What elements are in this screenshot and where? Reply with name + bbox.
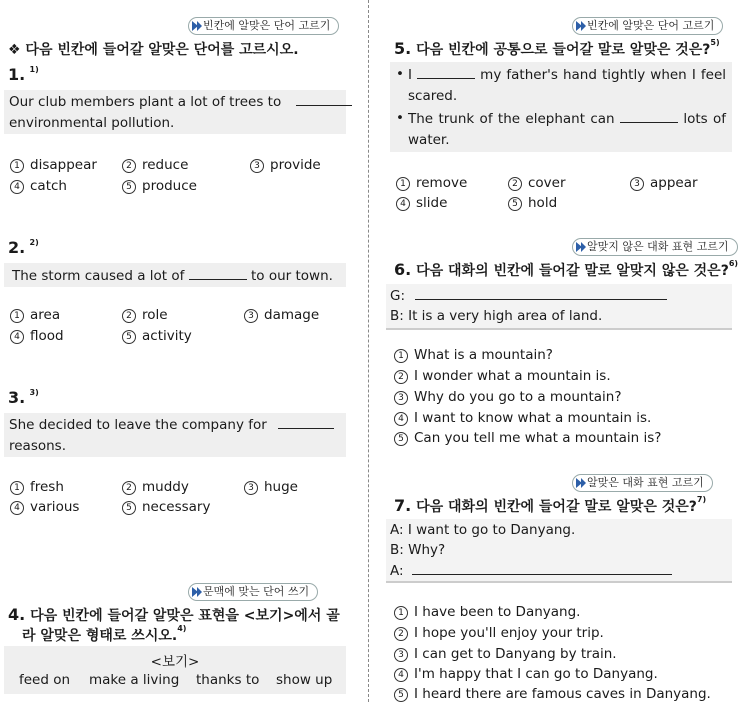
q1-footnote: 1) [29, 64, 39, 74]
q4-line2: 라 알맞은 형태로 쓰시오. [22, 628, 178, 644]
circle-num: 3 [630, 177, 644, 191]
option-text: catch [30, 178, 67, 194]
q3-text-b: reasons. [9, 438, 67, 454]
q7-option-5 [394, 686, 711, 702]
q5-blank-2 [620, 110, 678, 123]
circle-num: 5 [122, 180, 136, 194]
q4-question-line2 [22, 625, 186, 645]
q3-sentence-box [4, 413, 346, 457]
section-header: ❖ 다음 빈칸에 들어갈 알맞은 단어를 고르시오. [8, 42, 299, 58]
circle-num: 1 [10, 481, 24, 495]
q4-question-line1 [8, 605, 340, 625]
option-text: Can you tell me what a mountain is? [414, 430, 662, 446]
q3-blank [278, 416, 334, 429]
q5-s1-a: I [408, 67, 412, 83]
q3-option-3 [244, 479, 298, 495]
option-text: reduce [142, 157, 189, 173]
option-text: I heard there are famous caves in Danyang. [414, 686, 711, 702]
circle-num: 5 [122, 330, 136, 344]
q5-footnote: 5) [710, 38, 720, 48]
q6-dialogue-box [386, 284, 732, 330]
option-text: I wonder what a mountain is. [414, 368, 611, 384]
tag-text: 빈칸에 알맞은 단어 고르기 [587, 19, 715, 32]
circle-num: 4 [396, 197, 410, 211]
q7-option-2 [394, 625, 604, 641]
circle-num: 2 [122, 481, 136, 495]
q6-question [394, 260, 738, 280]
q6-b-line: B: It is a very high area of land. [390, 308, 603, 324]
q1-text-a: Our club members plant a lot of trees to [9, 94, 282, 110]
circle-num: 3 [244, 309, 258, 323]
q1-option-3 [250, 157, 321, 173]
q5-sentence-1-line1 [408, 66, 726, 83]
tag-text: 알맞지 않은 대화 표현 고르기 [587, 240, 729, 253]
circle-num: 5 [394, 688, 408, 702]
circle-num: 1 [394, 606, 408, 620]
circle-num: 1 [10, 309, 24, 323]
circle-num: 3 [394, 648, 408, 662]
q7-question-text: 다음 대화의 빈칸에 들어갈 말로 알맞은 것은? [416, 499, 697, 515]
q5-s1-c: scared. [408, 88, 458, 104]
option-text: cover [528, 175, 566, 191]
circle-num: 2 [394, 627, 408, 641]
tag-text: 빈칸에 알맞은 단어 고르기 [203, 19, 331, 32]
circle-num: 5 [508, 197, 522, 211]
q6-option-3 [394, 389, 622, 405]
q1-option-2 [122, 157, 188, 173]
q6-question-text: 다음 대화의 빈칸에 들어갈 말로 알맞지 않은 것은? [416, 263, 729, 279]
q2-option-1 [10, 307, 60, 323]
q2-option-2 [122, 307, 168, 323]
circle-num: 3 [250, 159, 264, 173]
q1-option-4 [10, 178, 67, 194]
q7-a2-line [390, 562, 672, 579]
option-text: produce [142, 178, 197, 194]
q4-box-title: <보기> [150, 654, 200, 670]
tag-right-expression [572, 474, 713, 492]
circle-num: 5 [394, 432, 408, 446]
q1-option-1 [10, 157, 97, 173]
q7-a2: A: [390, 563, 404, 579]
q1-number [8, 65, 39, 84]
q7-blank [412, 562, 672, 575]
q5-option-4 [396, 195, 447, 211]
q2-footnote: 2) [29, 237, 39, 247]
q5-sentence-2-line1 [408, 110, 726, 127]
q3-option-5 [122, 499, 210, 515]
q6-g-line [390, 287, 667, 304]
q6-blank [415, 287, 667, 300]
q4-box-item: thanks to [196, 672, 260, 688]
circle-num: 5 [122, 501, 136, 515]
q6-option-2 [394, 368, 611, 384]
option-text: disappear [30, 157, 97, 173]
q5-bullet-2: • [396, 110, 404, 126]
circle-num: 2 [394, 370, 408, 384]
option-text: role [142, 307, 168, 323]
option-text: I can get to Danyang by train. [414, 646, 617, 662]
q5-s2-b: lots of [683, 111, 727, 127]
q7-option-4 [394, 666, 658, 682]
q3-number [8, 388, 39, 407]
option-text: fresh [30, 479, 64, 495]
q5-question-text: 다음 빈칸에 공통으로 들어갈 말로 알맞은 것은? [416, 42, 711, 58]
option-text: huge [264, 479, 298, 495]
left-column [0, 0, 352, 702]
q2-text-b: to our town. [250, 268, 333, 284]
q7-num: 7. [394, 496, 412, 515]
option-text: damage [264, 307, 320, 323]
q3-option-4 [10, 499, 79, 515]
q5-sentence-2 [408, 110, 726, 127]
right-column [386, 0, 738, 702]
q5-option-3 [630, 175, 698, 191]
circle-num: 3 [394, 391, 408, 405]
q3-option-1 [10, 479, 64, 495]
q2-sentence-box [4, 263, 346, 287]
q5-sentence-box [390, 62, 732, 152]
option-text: Why do you go to a mountain? [414, 389, 622, 405]
option-text: appear [650, 175, 698, 191]
q1-option-5 [122, 178, 197, 194]
q2-option-4 [10, 328, 64, 344]
q5-s2-c: water. [408, 132, 450, 148]
q7-question [394, 496, 706, 516]
q5-s1-b: my father's hand tightly when I feel [480, 67, 727, 83]
circle-num: 1 [396, 177, 410, 191]
q4-line1: 다음 빈칸에 들어갈 알맞은 표현을 <보기>에서 골 [30, 608, 340, 624]
option-text: I hope you'll enjoy your trip. [414, 625, 604, 641]
q7-dialogue-box [386, 519, 732, 583]
q5-option-1 [396, 175, 467, 191]
tag-text: 문맥에 맞는 단어 쓰기 [203, 585, 310, 598]
q2-option-5 [122, 328, 192, 344]
circle-num: 4 [10, 501, 24, 515]
q4-box-item: show up [276, 672, 333, 688]
tag-wrong-expression [572, 238, 738, 256]
q5-option-2 [508, 175, 566, 191]
circle-num: 2 [508, 177, 522, 191]
q5-option-5 [508, 195, 557, 211]
q1-sentence-box [4, 90, 346, 134]
circle-num: 1 [10, 159, 24, 173]
q6-footnote: 6) [728, 259, 738, 269]
q3-option-2 [122, 479, 189, 495]
q4-box-item: make a living [89, 672, 180, 688]
q1-text-b: environmental pollution. [9, 115, 175, 131]
circle-num: 4 [10, 330, 24, 344]
circle-num: 2 [122, 309, 136, 323]
tag-context-word [188, 583, 318, 601]
q7-a1-line: A: I want to go to Danyang. [390, 522, 576, 538]
circle-num: 4 [10, 180, 24, 194]
q2-blank [189, 267, 247, 280]
tag-choose-word-right [572, 17, 723, 35]
q3-num: 3. [8, 388, 26, 407]
q1-blank [296, 93, 352, 106]
tag-choose-word [188, 17, 339, 35]
option-text: slide [416, 195, 448, 211]
option-text: activity [142, 328, 192, 344]
option-text: remove [416, 175, 468, 191]
q7-b1-line: B: Why? [390, 542, 446, 558]
q4-box-item: feed on [19, 672, 71, 688]
q3-text-a: She decided to leave the company for [9, 417, 267, 433]
option-text: I want to know what a mountain is. [414, 410, 652, 426]
q5-num: 5. [394, 39, 412, 58]
q2-option-3 [244, 307, 319, 323]
q2-num: 2. [8, 238, 26, 257]
q6-option-1 [394, 347, 553, 363]
q3-footnote: 3) [29, 387, 39, 397]
tag-text: 알맞은 대화 표현 고르기 [587, 476, 704, 489]
option-text: various [30, 499, 80, 515]
circle-num: 4 [394, 668, 408, 682]
q2-text-a: The storm caused a lot of [12, 268, 185, 284]
q1-text-line1 [9, 93, 352, 110]
circle-num: 1 [394, 349, 408, 363]
q5-question [394, 39, 720, 59]
q5-s2-a: The trunk of the elephant can [408, 111, 615, 127]
option-text: What is a mountain? [414, 347, 553, 363]
q7-footnote: 7) [696, 495, 707, 505]
column-divider [368, 0, 369, 702]
q5-bullet-1: • [396, 66, 404, 82]
circle-num: 3 [244, 481, 258, 495]
circle-num: 2 [122, 159, 136, 173]
q6-option-5 [394, 430, 661, 446]
q2-number [8, 238, 39, 257]
option-text: necessary [142, 499, 211, 515]
q5-blank-1 [417, 66, 475, 79]
option-text: I have been to Danyang. [414, 604, 581, 620]
q5-sentence-1 [408, 66, 726, 83]
q7-option-1 [394, 604, 580, 620]
option-text: flood [30, 328, 64, 344]
q2-text-line [12, 267, 333, 284]
q6-num: 6. [394, 260, 412, 279]
q1-num: 1. [8, 65, 26, 84]
q6-option-4 [394, 410, 651, 426]
q4-footnote: 4) [177, 624, 187, 634]
option-text: hold [528, 195, 558, 211]
q4-num: 4. [8, 605, 26, 624]
q6-g: G: [390, 288, 406, 304]
option-text: area [30, 307, 61, 323]
option-text: muddy [142, 479, 189, 495]
q7-option-3 [394, 646, 617, 662]
circle-num: 4 [394, 412, 408, 426]
q3-text-line1 [9, 416, 334, 433]
option-text: provide [270, 157, 321, 173]
option-text: I'm happy that I can go to Danyang. [414, 666, 658, 682]
q4-example-box [4, 646, 346, 694]
